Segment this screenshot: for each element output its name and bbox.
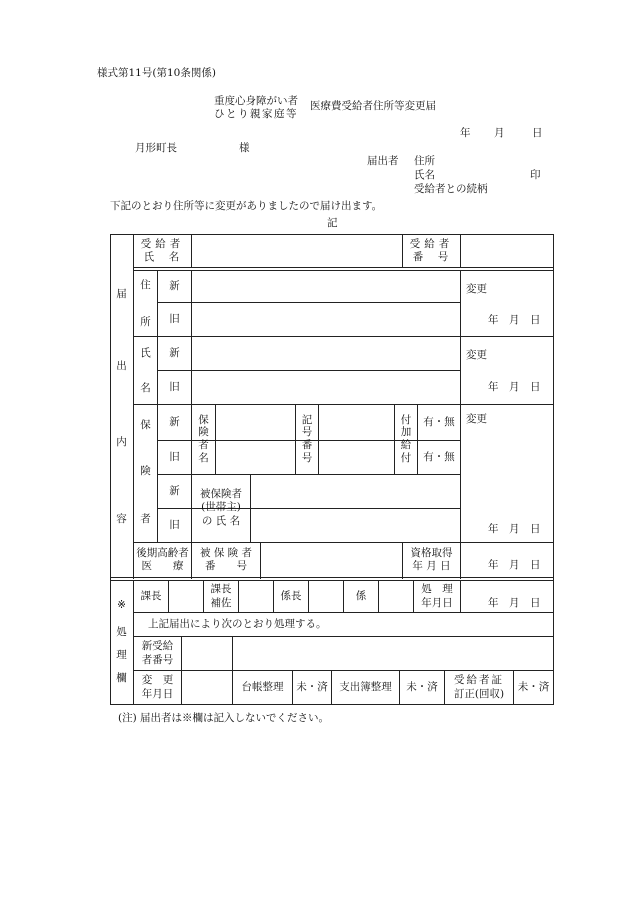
- address-char-2: 所: [140, 316, 151, 329]
- name-old-field[interactable]: [192, 371, 460, 404]
- insurer-new-label: 新: [169, 415, 180, 428]
- section-char-2: 出: [116, 360, 127, 373]
- address-old-field[interactable]: [192, 303, 460, 336]
- date-day: 日: [532, 127, 543, 139]
- insurer-change-label: 変更: [466, 413, 487, 425]
- address-label: 住所: [414, 155, 435, 167]
- insured-name-old-field[interactable]: [251, 509, 460, 542]
- processing-char-2: 処: [116, 626, 127, 639]
- insured-new-label: 新: [169, 484, 180, 497]
- processing-char-1: ※: [117, 599, 126, 612]
- insurer-name-old-field[interactable]: [216, 441, 295, 474]
- benefit-old-yes-no[interactable]: 有・無: [423, 450, 455, 463]
- title-line1: 重度心身障がい者: [214, 95, 298, 107]
- name-label: 氏名: [414, 169, 435, 181]
- process-date-label: 処 理 年月日: [421, 583, 453, 609]
- insurer-name-new-field[interactable]: [216, 405, 295, 440]
- new-number-label: 新受給 者番号: [141, 640, 174, 666]
- symbol-number-old-field[interactable]: [319, 441, 394, 474]
- address-old-label: 旧: [169, 312, 180, 325]
- insured-name-label: 被保険者 (世帯主) の 氏 名: [200, 488, 242, 527]
- address-new-label: 新: [169, 279, 180, 292]
- name-change-date: 年 月 日: [488, 381, 541, 393]
- insurer-change-date: 年 月 日: [488, 523, 541, 535]
- section-char-1: 届: [116, 288, 127, 301]
- cert-correction-label: 受給者証 訂正(回収): [453, 674, 505, 700]
- processing-char-4: 欄: [116, 672, 127, 685]
- late-elderly-label: 後期高齢者 医 療: [136, 546, 189, 572]
- honorific: 様: [239, 142, 250, 154]
- process-date-value: 年 月 日: [488, 597, 541, 609]
- seal-label: 印: [530, 169, 541, 181]
- name-new-label: 新: [169, 346, 180, 359]
- address-change-date: 年 月 日: [488, 314, 541, 326]
- insured-old-label: 旧: [169, 518, 180, 531]
- acquired-date-label: 資格取得 年 月 日: [410, 546, 453, 572]
- recipient-name-label: 受給者 氏 名: [140, 237, 185, 263]
- ki-label: 記: [327, 217, 338, 229]
- name-change-label: 変更: [466, 349, 487, 361]
- symbol-number-new-field[interactable]: [319, 405, 394, 440]
- insured-name-new-field[interactable]: [251, 475, 460, 508]
- insurer-name-label: 保 険 者 名: [198, 413, 209, 464]
- assistant-head-label: 課長 補佐: [210, 583, 232, 609]
- title-line2: ひとり親家庭等: [214, 108, 298, 120]
- recipient-number-label: 受給者 番 号: [409, 237, 454, 263]
- section-head-label: 課長: [140, 589, 162, 602]
- applicant-label: 届出者: [367, 155, 399, 167]
- staff-label: 係: [355, 589, 367, 602]
- insured-number-label: 被 保 険 者 番 号: [199, 546, 252, 572]
- address-change-label: 変更: [466, 283, 487, 295]
- address-new-field[interactable]: [192, 271, 460, 302]
- insured-number-field[interactable]: [261, 543, 402, 577]
- processing-char-3: 理: [116, 649, 127, 662]
- footer-note: (注) 届出者は※欄は記入しないでください。: [118, 712, 330, 724]
- section-char-4: 容: [116, 513, 127, 526]
- recipient-name-field[interactable]: [192, 235, 402, 267]
- name-old-label: 旧: [169, 380, 180, 393]
- form-number: 様式第11号(第10条関係): [97, 67, 216, 79]
- acquired-date-value: 年 月 日: [488, 559, 541, 571]
- form-title: 医療費受給者住所等変更届: [310, 100, 436, 112]
- name-char-1: 氏: [140, 347, 151, 360]
- relation-label: 受給者との続柄: [414, 183, 488, 195]
- insurer-char-3: 者: [140, 513, 151, 526]
- chief-label: 係長: [280, 589, 302, 602]
- address-char-1: 住: [140, 279, 151, 292]
- ledger-label: 台帳整理: [241, 680, 284, 693]
- symbol-number-label: 記 号 番 号: [301, 413, 313, 464]
- payment-ledger-label: 支出簿整理: [339, 680, 392, 693]
- benefit-new-yes-no[interactable]: 有・無: [423, 415, 455, 428]
- date-month: 月: [494, 127, 505, 139]
- intro-text: 下記のとおり住所等に変更がありましたので届け出ます。: [110, 200, 383, 212]
- addressee: 月形町長: [135, 142, 177, 154]
- ledger-status[interactable]: 未・済: [296, 680, 328, 693]
- cert-correction-status[interactable]: 未・済: [517, 680, 550, 693]
- insurer-char-2: 険: [140, 465, 151, 478]
- name-new-field[interactable]: [192, 337, 460, 370]
- section-char-3: 内: [116, 436, 127, 449]
- name-char-2: 名: [140, 382, 151, 395]
- insurer-old-label: 旧: [169, 450, 180, 463]
- change-date-label: 変 更 年月日: [141, 674, 174, 700]
- payment-ledger-status[interactable]: 未・済: [406, 680, 438, 693]
- processing-note: 上記届出により次のとおり処理する。: [148, 618, 327, 630]
- recipient-number-field[interactable]: [461, 235, 553, 267]
- insurer-char-1: 保: [140, 419, 151, 432]
- attached-benefit-label: 付 加 給 付: [400, 413, 412, 464]
- date-year: 年: [460, 127, 471, 139]
